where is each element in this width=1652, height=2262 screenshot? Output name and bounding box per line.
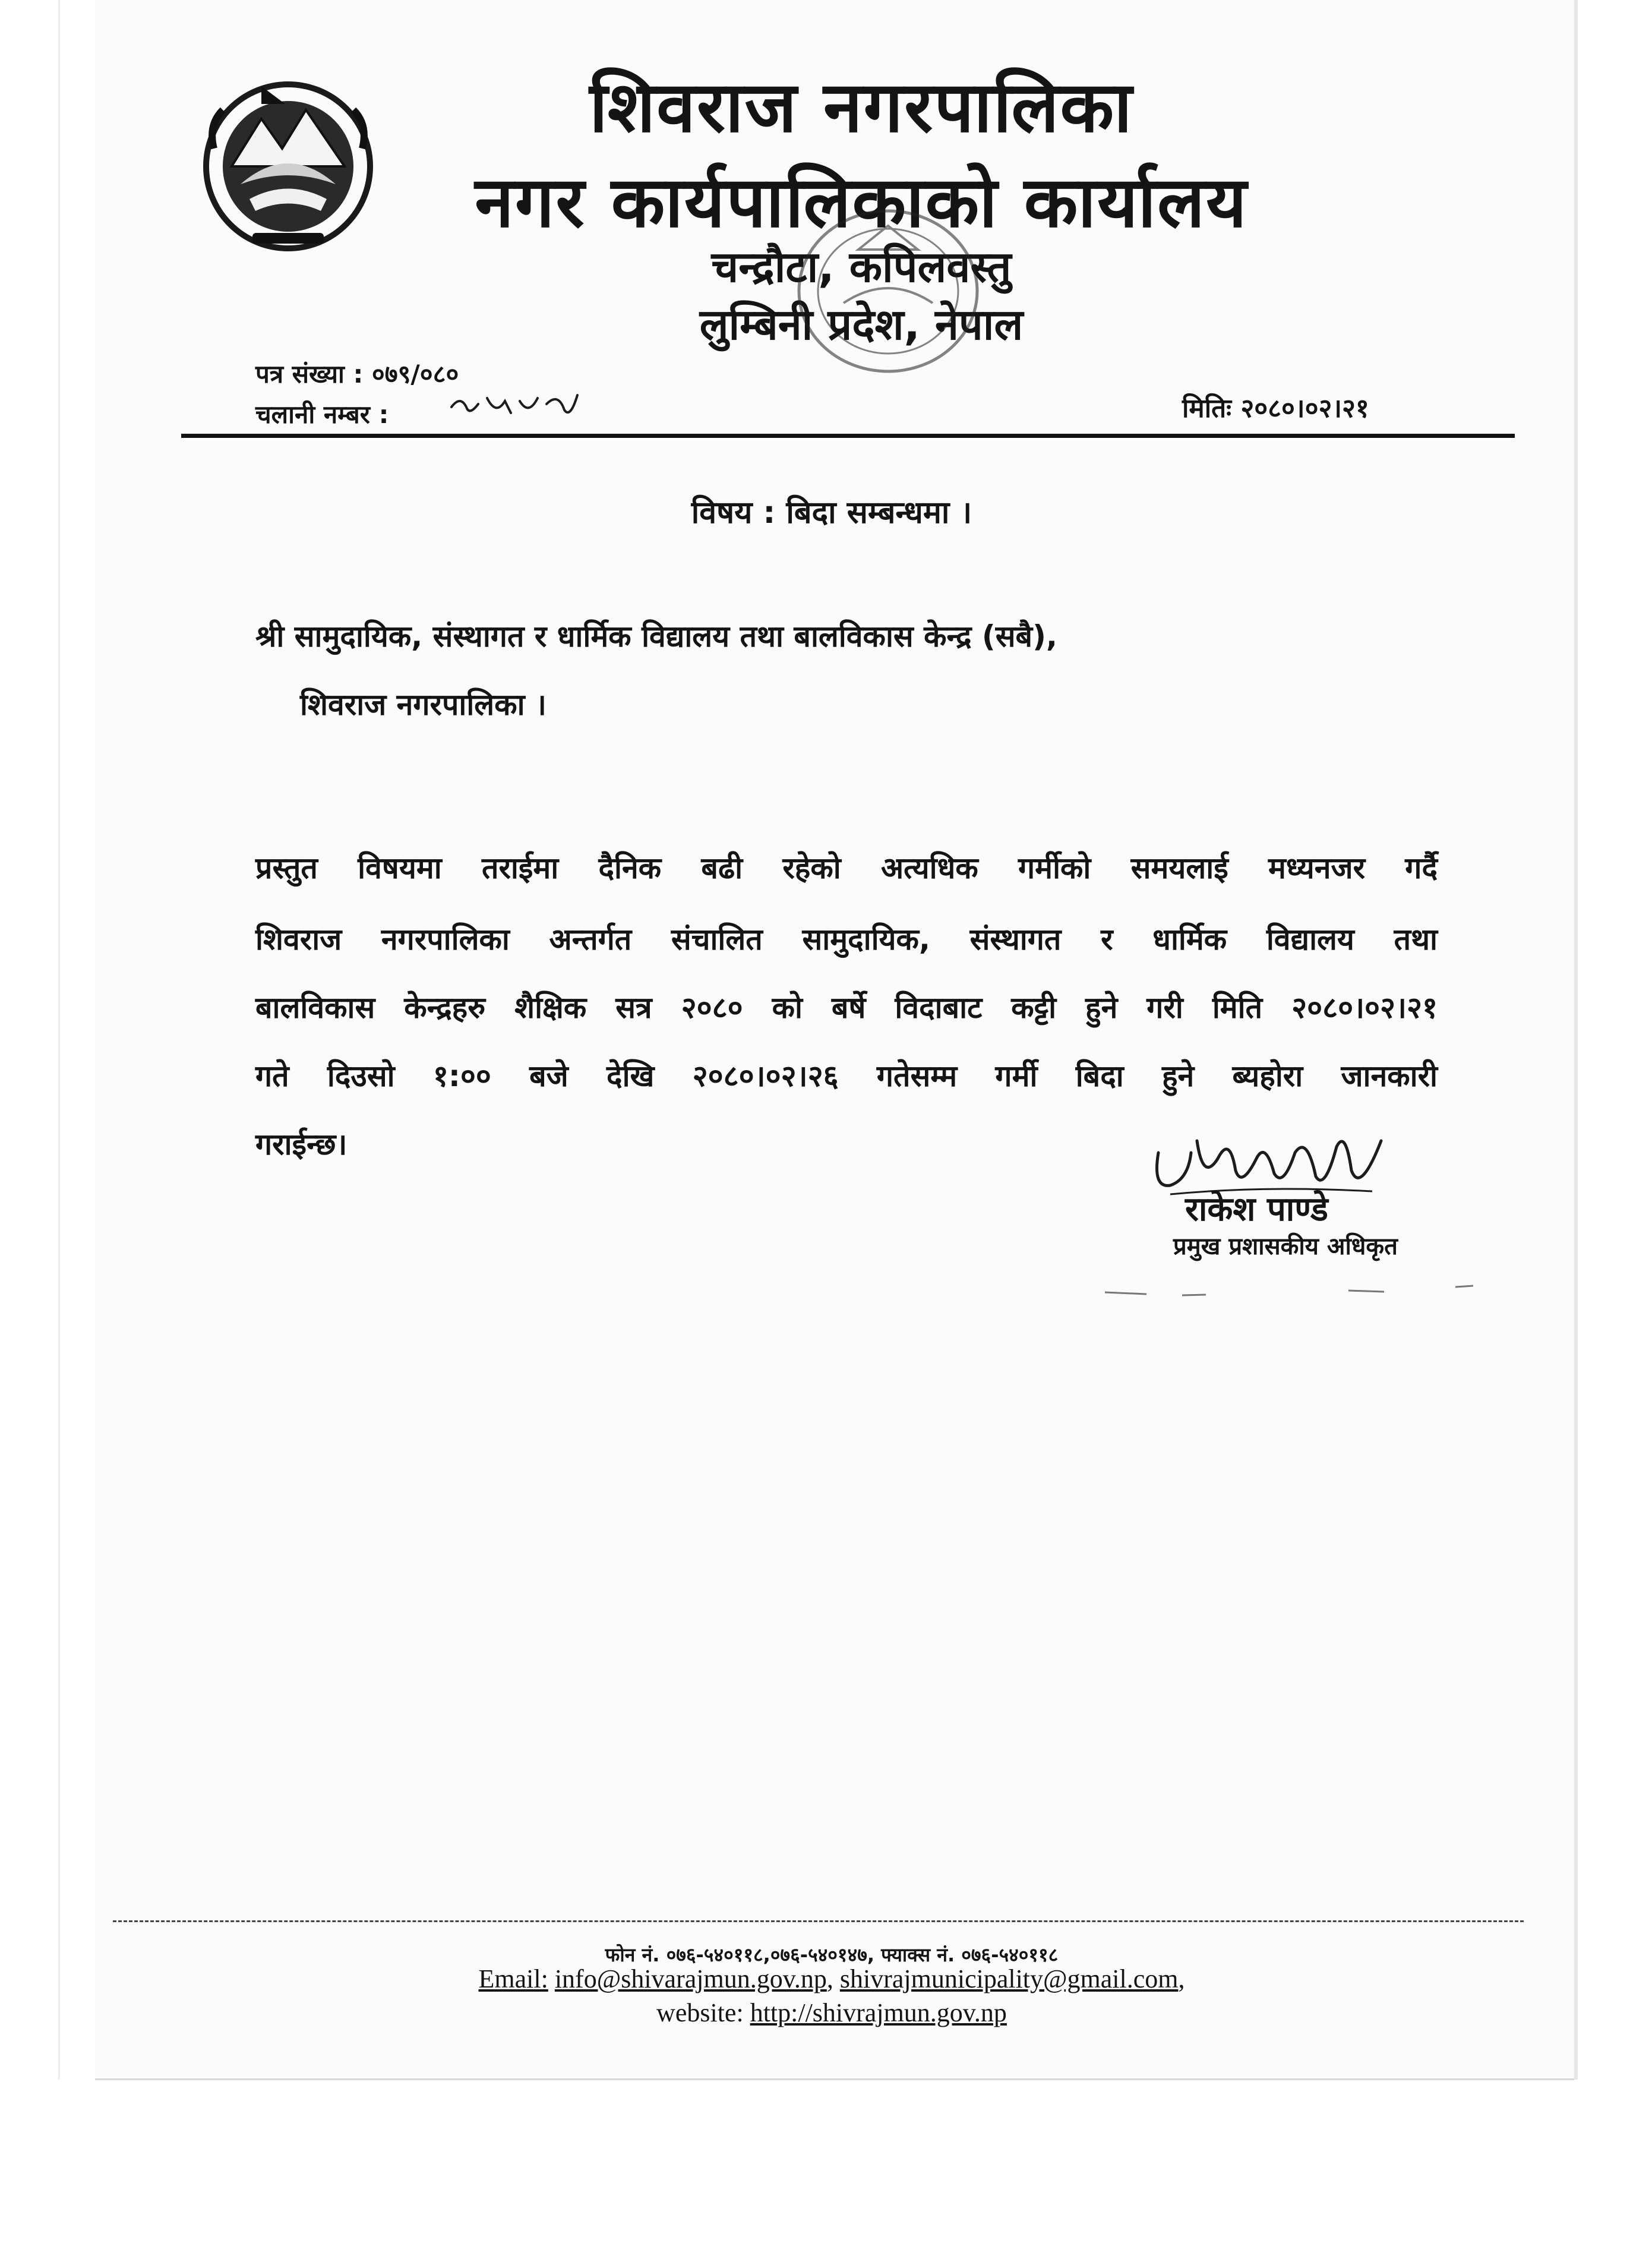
email-separator: , — [826, 1964, 833, 1993]
scan-edge-right — [1574, 0, 1578, 2080]
body-line: शिवराज नगरपालिका अन्तर्गत संचालित सामुदायिक, संस्थागत र धार्मिक विद्यालय तथा — [255, 922, 1438, 957]
handwritten-dispatch-number-icon — [446, 380, 582, 428]
contact-email-line: Email: info@shivarajmun.gov.np, shivrajmunicipality@gmail.com, — [478, 1964, 1185, 1993]
website-label: website: — [656, 1998, 744, 2027]
scan-edge-bottom — [95, 2078, 1574, 2080]
recipient-line-2: शिवराज नगरपालिका । — [300, 687, 547, 722]
municipality-emblem-icon — [196, 77, 380, 255]
address-line-1: चन्द्रौटा, कपिलवस्तु — [711, 242, 1012, 292]
body-line: गराईन्छ। — [255, 1127, 348, 1162]
office-stamp-icon — [790, 202, 986, 386]
office-name: नगर कार्यपालिकाको कार्यालय — [475, 161, 1248, 243]
website-link[interactable]: http://shivrajmun.gov.np — [750, 1998, 1007, 2027]
signatory-title: प्रमुख प्रशासकीय अधिकृत — [1173, 1233, 1398, 1260]
email-link-secondary[interactable]: shivrajmunicipality@gmail.com — [839, 1964, 1179, 1993]
signatory-name: राकेश पाण्डे — [1185, 1190, 1328, 1229]
municipality-name: शिवराज नगरपालिका — [589, 66, 1133, 148]
contact-website-line — [475, 1998, 1188, 2028]
email-label: Email: — [478, 1964, 548, 1993]
contact-phone: फोन नं. ०७६-५४०११८,०७६-५४०१४७, फ्याक्स नं. ०७६-५४०११८ — [605, 1944, 1059, 1966]
letter-date: मितिः २०८०।०२।२१ — [1182, 393, 1369, 424]
address-line-2: लुम्बिनी प्रदेश, नेपाल — [699, 299, 1024, 349]
recipient-line-1: श्री सामुदायिक, संस्थागत र धार्मिक विद्यालय तथा बालविकास केन्द्र (सबै), — [255, 619, 1057, 654]
body-line: प्रस्तुत विषयमा तराईमा दैनिक बढी रहेको अत्यधिक गर्मीको समयलाई मध्यनजर गर्दै — [255, 851, 1438, 885]
body-line: गते दिउसो १:०० बजे देखि २०८०।०२।२६ गतेसम्म गर्मी बिदा हुने ब्यहोरा जानकारी — [255, 1059, 1438, 1093]
letter-number: पत्र संख्या : ०७९/०८० — [255, 359, 459, 389]
letter-subject: विषय : बिदा सम्बन्धमा । — [691, 495, 972, 531]
footer-divider — [113, 1920, 1524, 1922]
scan-edge-left — [58, 0, 60, 2080]
dispatch-number-label: चलानी नम्बर : — [255, 400, 389, 429]
body-line: बालविकास केन्द्रहरु शैक्षिक सत्र २०८० को बर्षे विदाबाट कट्टी हुने गरी मिति २०८०।०२।२१ — [255, 990, 1438, 1025]
scan-mark-icon — [1099, 1283, 1485, 1301]
header-divider — [181, 434, 1515, 438]
email-link-primary[interactable]: info@shivarajmun.gov.np — [554, 1964, 827, 1993]
